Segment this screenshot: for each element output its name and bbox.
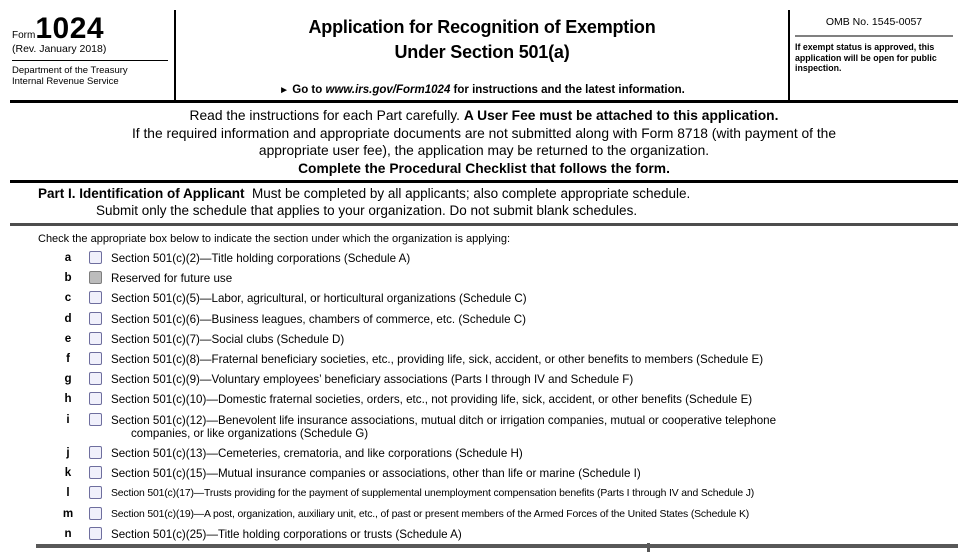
item-letter: g	[64, 372, 72, 386]
section-checkbox[interactable]	[89, 507, 102, 520]
form-title-line-2: Under Section 501(a)	[394, 42, 570, 62]
item-label-line: Section 501(c)(2)—Title holding corporations (Schedule A)	[111, 252, 411, 265]
section-checkbox[interactable]	[89, 392, 102, 405]
item-letter: i	[66, 412, 70, 426]
item-label	[111, 507, 958, 521]
item-letter: b	[64, 271, 72, 285]
section-checkbox[interactable]	[89, 527, 102, 540]
agency-line-2: Internal Revenue Service	[12, 76, 119, 87]
section-option-row	[10, 527, 958, 541]
part1-header-line-1	[10, 185, 958, 202]
item-label	[111, 446, 958, 460]
section-divider	[36, 544, 958, 548]
section-option-row	[10, 392, 958, 406]
item-label-line: Section 501(c)(5)—Labor, agricultural, or horticultural organizations (Schedule C)	[111, 292, 527, 306]
form-word: Form	[12, 30, 36, 41]
item-letter: m	[62, 506, 74, 520]
section-option-row	[10, 291, 958, 305]
form-title	[176, 15, 788, 65]
item-label-line: Section 501(c)(8)—Fraternal beneficiary societies, etc., providing life, sick, accident, or other benefits to members (Schedule E)	[111, 353, 764, 367]
section-option-row	[10, 507, 958, 521]
omb-number: OMB No. 1545-0057	[795, 13, 953, 37]
section-checkbox[interactable]	[89, 413, 102, 426]
item-label	[111, 372, 958, 386]
item-letter: n	[64, 526, 72, 540]
item-label-line: Reserved for future use	[111, 272, 233, 286]
section-option-row	[10, 332, 958, 346]
form-number: 1024	[35, 12, 105, 45]
goto-instruction	[176, 84, 788, 100]
section-option-row	[10, 352, 958, 366]
item-label-line: companies, or like organizations (Schedule G)	[131, 426, 369, 440]
section-option-row	[10, 486, 958, 500]
section-checkbox[interactable]	[89, 251, 102, 264]
form-title-block	[176, 10, 790, 100]
item-label	[111, 486, 958, 500]
section-checkbox[interactable]	[89, 372, 102, 385]
instructions-line-4: Complete the Procedural Checklist that follows the form.	[298, 160, 670, 176]
section-checkbox[interactable]	[89, 352, 102, 365]
section-checkbox[interactable]	[89, 446, 102, 459]
section-option-row	[10, 413, 958, 440]
part1-title: Part I. Identification of Applicant	[38, 186, 245, 201]
item-label	[111, 413, 958, 440]
part1-desc-line-1: Must be completed by all applicants; also complete appropriate schedule.	[252, 186, 691, 201]
item-label-line: Section 501(c)(7)—Social clubs (Schedule D)	[111, 332, 345, 346]
section-checkbox[interactable]	[89, 271, 102, 284]
part1-desc-line-2: Submit only the schedule that applies to your organization. Do not submit blank schedules.	[96, 203, 638, 218]
section-option-row	[10, 312, 958, 326]
section-option-row	[10, 251, 958, 265]
section-checkbox[interactable]	[89, 332, 102, 345]
item-label-line: Section 501(c)(25)—Title holding corporations or trusts (Schedule A)	[111, 527, 462, 541]
item-letter: e	[64, 331, 72, 345]
section-option-row	[10, 271, 958, 285]
column-divider-tick	[647, 543, 650, 552]
section-option-row	[10, 372, 958, 386]
section-checkbox[interactable]	[89, 466, 102, 479]
item-letter: d	[64, 311, 72, 325]
goto-url: www.irs.gov/Form1024	[325, 84, 451, 96]
item-letter: f	[66, 352, 70, 366]
instructions-line-1-normal: Read the instructions for each Part carefully.	[189, 108, 460, 123]
item-label	[111, 527, 958, 541]
agency-name	[12, 61, 168, 87]
item-label-line: Section 501(c)(19)—A post, organization, auxiliary unit, etc., of past or present members of the Armed Forces of the United States (Schedule K)	[111, 508, 750, 520]
section-checkbox[interactable]	[89, 291, 102, 304]
instructions-line-1	[14, 107, 954, 125]
public-inspection-note: If exempt status is approved, this application will be open for public inspection.	[795, 42, 937, 73]
form-revision: (Rev. January 2018)	[12, 43, 168, 61]
instructions-line-2: If the required information and appropriate documents are not submitted along with Form 8718 (with payment of the	[131, 125, 837, 141]
part1-header	[10, 180, 958, 226]
check-instruction: Check the appropriate box below to indicate the section under which the organization is applying:	[38, 233, 511, 245]
item-letter: a	[64, 251, 72, 264]
item-label	[111, 251, 958, 265]
right-arrow-icon: ►	[279, 85, 290, 96]
item-letter: c	[64, 291, 72, 305]
section-options-list	[10, 251, 958, 541]
goto-prefix: Go to	[292, 84, 323, 96]
item-label-line: Section 501(c)(10)—Domestic fraternal societies, orders, etc., not providing life, sick, accident, or other benefits (Schedule E)	[111, 393, 753, 407]
form-title-line-1: Application for Recognition of Exemption	[308, 17, 656, 37]
instructions-line-3: appropriate user fee), the application may be returned to the organization.	[258, 143, 710, 158]
section-option-row	[10, 466, 958, 480]
item-letter: j	[66, 446, 70, 460]
instructions-line-1-bold: A User Fee must be attached to this application.	[463, 108, 779, 123]
item-label	[111, 392, 958, 406]
item-label-line: Section 501(c)(6)—Business leagues, chambers of commerce, etc. (Schedule C)	[111, 312, 526, 326]
general-instructions	[14, 107, 954, 177]
item-label-line: Section 501(c)(9)—Voluntary employees’ beneficiary associations (Parts I through IV and Schedule F)	[111, 373, 634, 387]
item-label-line: Section 501(c)(13)—Cemeteries, crematoria, and like corporations (Schedule H)	[111, 447, 523, 461]
section-option-row	[10, 446, 958, 460]
item-label	[111, 291, 958, 305]
item-label-line: Section 501(c)(17)—Trusts providing for the payment of supplemental unemployment compensation benefits (Parts I through IV and Schedule J)	[111, 488, 755, 500]
item-letter: l	[66, 486, 70, 500]
item-label	[111, 466, 958, 480]
item-label	[111, 271, 958, 285]
item-letter: k	[64, 466, 72, 480]
omb-block	[790, 10, 958, 100]
item-label	[111, 312, 958, 326]
item-label	[111, 352, 958, 366]
section-checkbox[interactable]	[89, 486, 102, 499]
goto-suffix: for instructions and the latest information.	[453, 84, 685, 96]
section-checkbox[interactable]	[89, 312, 102, 325]
item-label-line: Section 501(c)(15)—Mutual insurance companies or associations, other than life or marine (Schedule I)	[111, 467, 641, 481]
form-number-block	[10, 10, 176, 100]
item-letter: h	[64, 392, 72, 406]
agency-line-1: Department of the Treasury	[12, 65, 128, 76]
item-label	[111, 332, 958, 346]
item-label-line: Section 501(c)(12)—Benevolent life insurance associations, mutual ditch or irrigation companies, mutual or cooperative telephone	[111, 413, 777, 427]
form-header	[10, 10, 958, 103]
